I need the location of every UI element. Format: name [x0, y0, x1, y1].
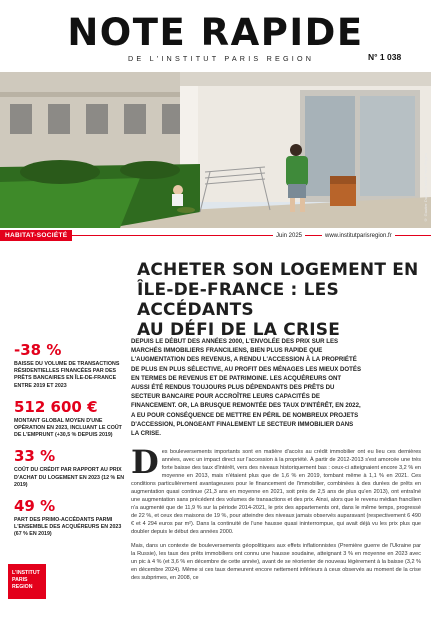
article-lead: DEPUIS LE DÉBUT DES ANNÉES 2000, L'ENVOLÉE DES PRIX SUR LES MARCHÉS IMMOBILIERS FRANCILIENS, BIEN PLUS RAPIDE QUE L'AUGMENTATION DES REVENUS, A RENDU L'ACCESSION À LA PROPRIÉTÉ DE PLUS EN PLUS SÉLECTIVE, AU PROFIT DES MÉNAGES LES MIEUX DOTÉS EN TERMES DE REVENUS ET DE PATRIMOINE. LES ACQUÉREURS ONT AUSSI ÉTÉ RENDUS TOUJOURS PLUS DÉPENDANTS DES PRÊTS DU SECTEUR BANCAIRE POUR ACCROÎTRE LEURS CAPACITÉS DE FINANCEMENT. OR, LA BRUSQUE REMONTÉE DES TAUX D'INTÉRÊT, EN 2022, A EU POUR CONSÉQUENCE DE METTRE EN PÉRIL DE NOMBREUX PROJETS D'ACCESSION, PLONGEANT FINALEMENT LE SECTEUR IMMOBILIER DANS LA CRISE. — [131, 338, 362, 438]
article-body — [131, 443, 421, 588]
logo-line-3: REGION — [12, 584, 33, 590]
key-figure — [14, 399, 126, 440]
cover-photo-illustration — [0, 72, 431, 228]
photo-credit: © Gautier Dujrcic/Institut Paris Région — [423, 152, 428, 222]
headline-line-3: AU DÉFI DE LA CRISE — [137, 320, 341, 340]
key-figure — [14, 342, 126, 390]
key-figure-description: COÛT DU CRÉDIT PAR RAPPORT AU PRIX D'ACHAT DU LOGEMENT EN 2023 (12 % EN 2019) — [14, 467, 125, 488]
key-figure-value: 512 600 € — [14, 397, 98, 416]
website-link[interactable]: www.institutparisregion.fr — [322, 233, 395, 239]
publication-subtitle: DE L'INSTITUT PARIS REGION — [128, 54, 315, 63]
key-figure — [14, 498, 126, 539]
key-figure-description: PART DES PRIMO-ACCÉDANTS PARMI L'ENSEMBLE DES ACQUÉREURS EN 2023 (67 % EN 2019) — [14, 517, 122, 538]
logo-line-2: PARIS — [12, 577, 28, 583]
publication-title: NOTE RAPIDE — [67, 11, 364, 54]
article-headline — [137, 260, 427, 340]
body-paragraph — [131, 443, 421, 536]
key-figure — [14, 448, 126, 489]
headline-line-2: ÎLE-DE-FRANCE : LES ACCÉDANTS — [137, 280, 339, 320]
section-band — [0, 230, 431, 241]
key-figure-description: BAISSE DU VOLUME DE TRANSACTIONS RÉSIDENTIELLES FINANCÉES PAR DES PRÊTS BANCAIRES EN ÎLE-DE-FRANCE ENTRE 2019 ET 2023 — [14, 361, 120, 389]
key-figure-value: 49 % — [14, 497, 56, 516]
issue-number: N° 1 038 — [368, 52, 402, 62]
headline-line-1: ACHETER SON LOGEMENT EN — [137, 260, 419, 280]
institut-logo — [8, 564, 46, 599]
key-figures — [14, 342, 126, 548]
masthead — [0, 0, 431, 72]
body-paragraph-text: es bouleversements importants sont en matière d'accès au crédit immobilier ont eu lieu ces dernières années, avec un impact direct sur l'accession à la propriété. À partir de 2012-2013 s'est amorcée une très forte baisse des taux d'intérêt, vers des niveaux historiquement bas : ceux-ci atteignaient encore 3,2 % en moyenne en 2013, mais n'étaient plus que de 1,6 % en 2019, tombant même à 1,1 % en 2021. Ces conditions particulièrement avantageuses pour le financement de l'immobilier, combinées à des durées de prêts en augmentation quasi continue (21,3 ans en moyenne en 2021, soit près de 2,5 ans de plus qu'en 2013), ont entraîné une augmentation sans précédent des volumes de transactions et des prix. Ainsi, alors que le revenu médian francilien n'a augmenté que de 11,9 % sur la période 2014-2021, le prix des appartements ont, dans le même temps, progressé de 22 %, et ceux des maisons de 19 %, pour atteindre des niveaux jamais observés auparavant (respectivement 6 490 € et 4 294 euros par m²). Dans la continuité de l'une hausse quasi ininterrompue, qui avait déjà vu les prix plus que doubler depuis le début des années 2000. — [131, 449, 421, 535]
logo-line-1: L'INSTITUT — [12, 570, 40, 576]
publication-date: Juin 2025 — [273, 233, 305, 239]
section-rubric: HABITAT-SOCIÉTÉ — [0, 230, 72, 241]
key-figure-description: MONTANT GLOBAL MOYEN D'UNE OPÉRATION EN 2023, INCLUANT LE COÛT DE L'EMPRUNT (+30,5 % DEPUIS 2019) — [14, 417, 122, 439]
key-figure-value: -38 % — [14, 341, 62, 359]
body-paragraph: Mais, dans un contexte de bouleversements géopolitiques aux effets inflationnistes (Première guerre de l'Ukraine par la Russie), les taux des prêts immobiliers ont connu une hausse soudaine, atteignant 3 % en moyenne en 2023 avec un pic à 4 % (et 3,6 % en décembre de cette année), avant de se réorienter de nouveau légèrement à la baisse (3,2 % en décembre 2024). Même si ces taux demeurent encore nettement inférieurs à ceux observés au moment de la crise des subprimes, en 2008, ce — [131, 543, 421, 581]
key-figure-value: 33 % — [14, 447, 56, 466]
drop-cap: D — [131, 443, 159, 481]
cover-photo — [0, 72, 431, 228]
